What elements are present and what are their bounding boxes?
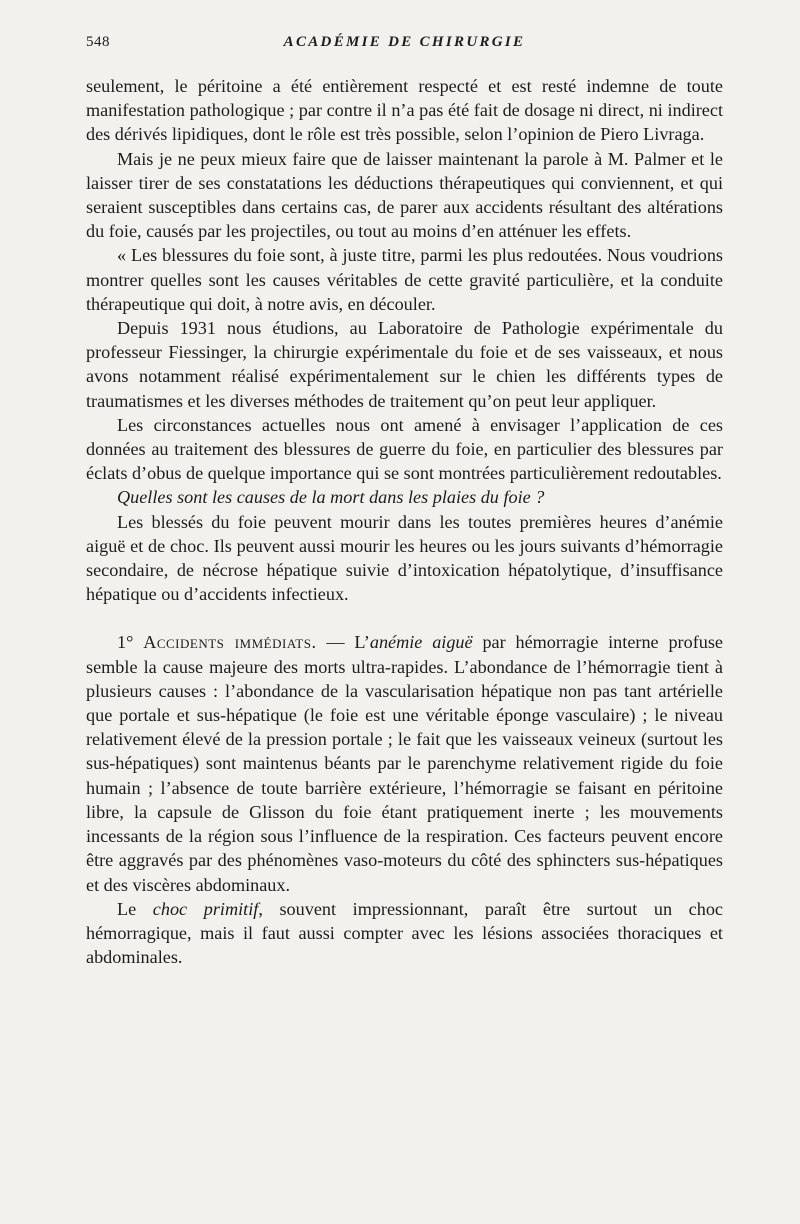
journal-title: ACADÉMIE DE CHIRURGIE (283, 34, 526, 50)
paragraph: Depuis 1931 nous étudions, au Laboratoire de Pathologie expérimentale du professeur Fiessinger, la chirurgie expérimentale du foie et de ses vaisseaux, et nous avons notamment réalisé expérimentalement sur le chien les différents types de traumatismes et les diverses méthodes de traitement qu’on peut leur appliquer. (86, 318, 723, 411)
italic-term: anémie aiguë (369, 632, 473, 653)
paragraph-body: par hémorragie interne profuse semble la cause majeure des morts ultra-rapides. L’abondance de l’hémorragie tient à plusieurs causes : l’abondance de la vascularisation hépatique non pas tant artérielle que portale et sus-hépatique (le foie est une véritable éponge vasculaire) ; le niveau relativement élevé de la pression portale ; le fait que les vaisseaux veineux (surtout les sus-hépatiques) sont maintenus béants par le parenchyme relativement rigide du foie humain ; l’absence de toute barrière extérieure, l’hémorragie se faisant en péritoine libre, la capsule de Glisson du foie étant pratiquement inerte ; les mouvements incessants de la région sous l’influence de la respiration. Ces facteurs peuvent encore être aggravés par des phénomènes vaso-moteurs du côté des sphincters sus-hépatiques et des viscères abdominaux. (86, 632, 723, 895)
paragraph-body: , souvent impressionnant, paraît être surtout un choc hémorragique, mais il faut aussi compter avec les lésions associées thoraciques et abdominales. (86, 898, 724, 968)
paragraph: Les blessés du foie peuvent mourir dans les toutes premières heures d’anémie aiguë et de choc. Ils peuvent aussi mourir les heures ou les jours suivants d’hémorragie secondaire, de nécrose hépatique suivie d’intoxication hépatolytique, d’insuffisance hépatique ou d’accidents infectieux. (86, 511, 723, 605)
paragraph-quote-start: « Les blessures du foie sont, à juste titre, parmi les plus redoutées. Nous voudrions montrer quelles sont les causes véritables de cette gravité particulière, et la conduite thérapeutique qui doit, à notre avis, en découler. (86, 245, 723, 314)
paragraph: Mais je ne peux mieux faire que de laisser maintenant la parole à M. Palmer et le laisser tirer de ses constatations les déductions thérapeutiques qui conviennent, et qui seraient susceptibles dans certains cas, de parer aux accidents résultant des altérations du foie, causés par les projectiles, ou tout au moins d’en atténuer les effets. (86, 148, 723, 242)
paragraph-immediate-accidents (86, 630, 723, 896)
article-word: Le (117, 898, 137, 919)
running-header (86, 34, 723, 56)
em-dash: — (326, 632, 345, 653)
italic-term: choc primitif (152, 898, 259, 919)
article-word: L’ (354, 632, 370, 653)
paragraph-continuation: seulement, le péritoine a été entièrement respecté et est resté indemne de toute manifestation pathologique ; par contre il n’a pas été fait de dosage ni direct, ni indirect des dérivés lipidiques, dont le rôle est très possible, selon l’opinion de Piero Livraga. (86, 76, 723, 145)
page-number: 548 (86, 34, 110, 50)
section-heading: Accidents immédiats. (143, 632, 317, 653)
section-question-heading: Quelles sont les causes de la mort dans les plaies du foie ? (117, 487, 545, 508)
section-number: 1° (117, 632, 134, 653)
paragraph-primary-shock (86, 897, 723, 970)
article-body (86, 74, 723, 969)
paragraph: Les circonstances actuelles nous ont amené à envisager l’application de ces données au traitement des blessures de guerre du foie, en particulier des blessures par éclats d’obus de quelque importance qui se sont montrées particulièrement redoutables. (86, 414, 723, 484)
